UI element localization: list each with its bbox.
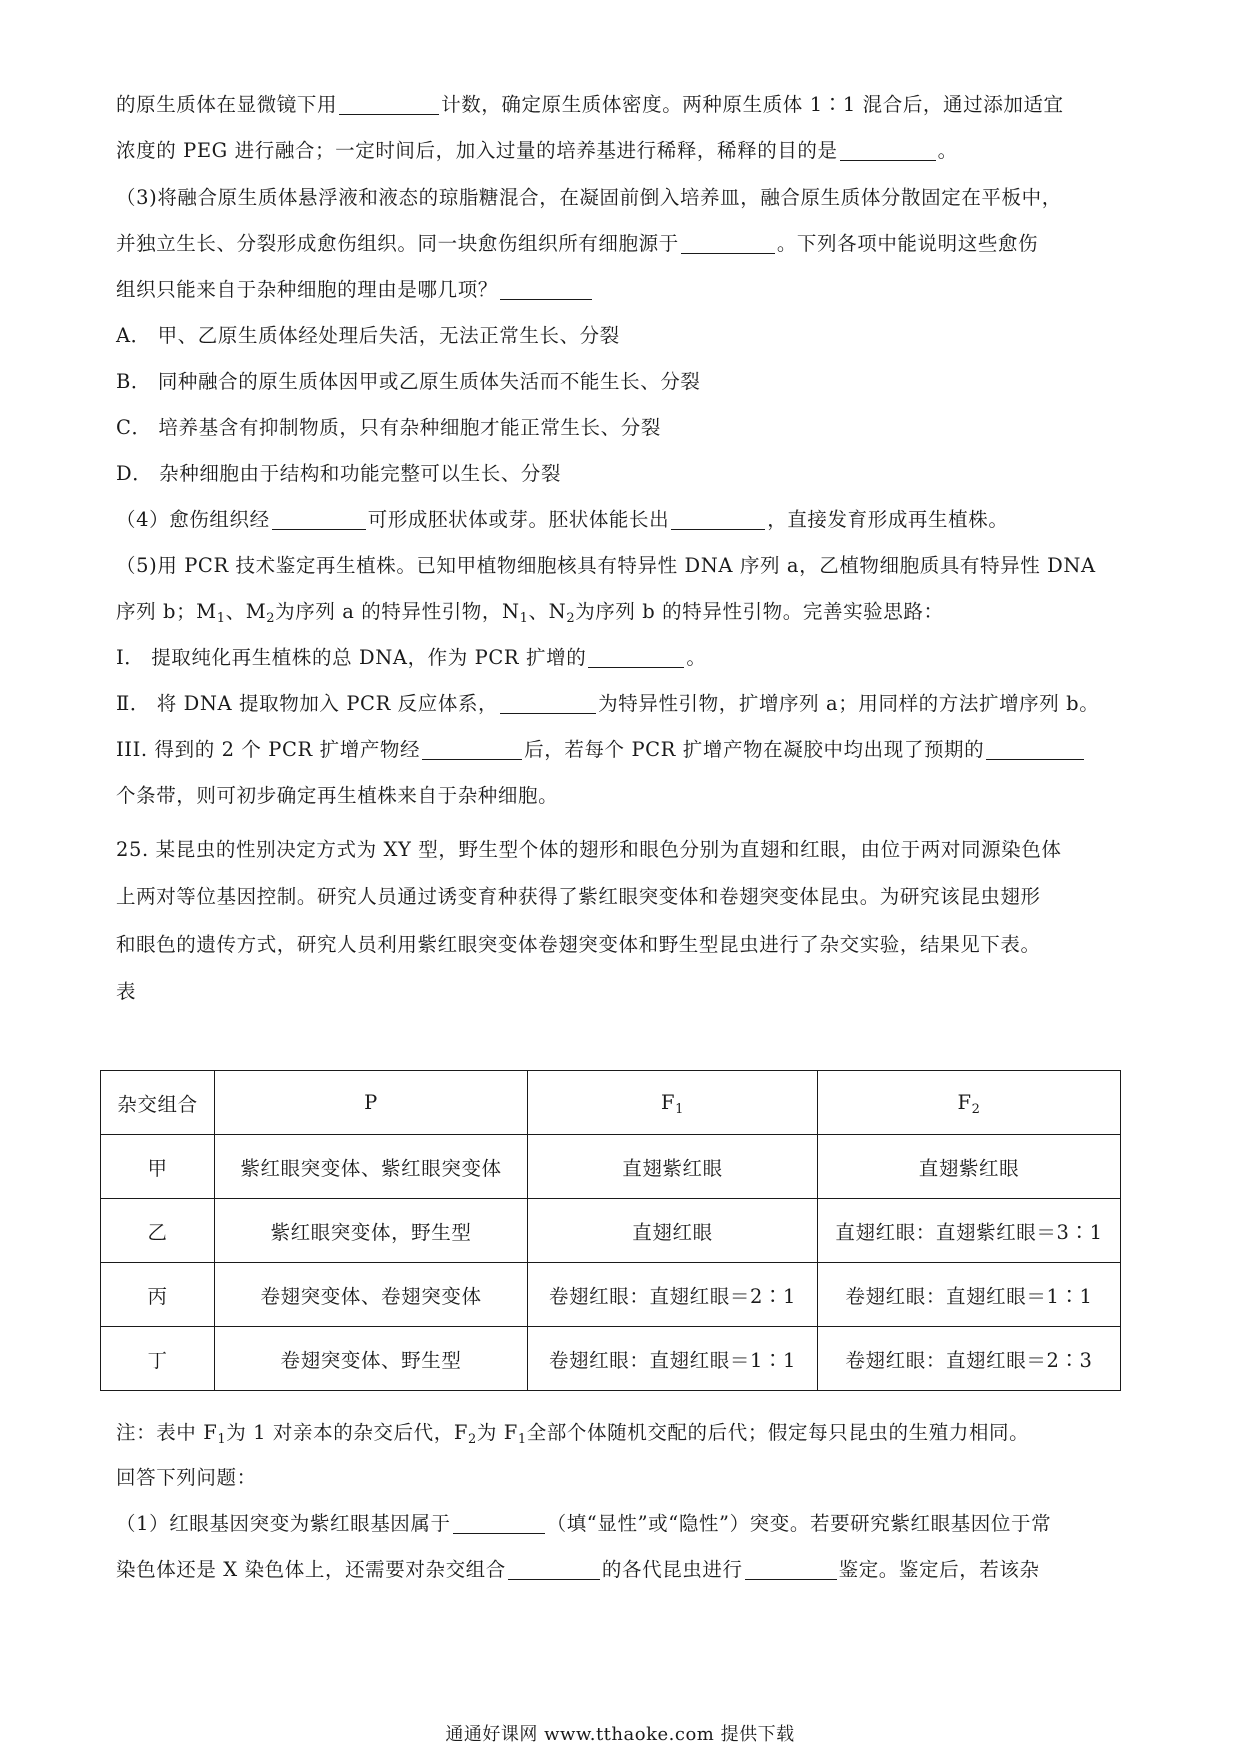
answer-blank <box>840 140 936 161</box>
header-f1-label: F <box>660 1091 676 1114</box>
text-line <box>116 643 1136 673</box>
header-f2 <box>818 1071 1121 1135</box>
subscript: 2 <box>566 611 576 626</box>
text-segment: 计数，确定原生质体密度。两种原生质体 1∶1 混合后，通过添加适宜 <box>441 93 1064 116</box>
answer-blank <box>588 647 684 668</box>
text-segment: 。下列各项中能说明这些愈伤 <box>776 232 1039 255</box>
option-b: B． 同种融合的原生质体因甲或乙原生质体失活而不能生长、分裂 <box>116 370 701 393</box>
cell-p: 卷翅突变体、卷翅突变体 <box>215 1263 528 1327</box>
text-line: 上两对等位基因控制。研究人员通过诱变育种获得了紫红眼突变体和卷翅突变体昆虫。为研究该昆虫翅形 <box>116 885 1041 908</box>
subscript: 1 <box>519 611 529 626</box>
table-row <box>101 1263 1121 1327</box>
answer-blank <box>422 739 522 760</box>
text-line: （3)将融合原生质体悬浮液和液态的琼脂糖混合，在凝固前倒入培养皿，融合原生质体分散固定在平板中， <box>116 186 1062 209</box>
text-segment: 组织只能来自于杂种细胞的理由是哪几项？ <box>116 278 498 301</box>
text-line: 个条带，则可初步确定再生植株来自于杂种细胞。 <box>116 784 559 807</box>
text-line <box>116 275 1136 305</box>
text-segment: 。 <box>686 646 707 669</box>
answer-blank <box>508 1559 600 1580</box>
text-line <box>116 1509 1136 1539</box>
header-f1 <box>528 1071 818 1135</box>
cell-f1: 卷翅红眼：直翅红眼＝2∶1 <box>528 1263 818 1327</box>
text-segment: 注：表中 F <box>116 1421 218 1444</box>
question-25-line: 25. 某昆虫的性别决定方式为 XY 型，野生型个体的翅形和眼色分别为直翅和红眼，由位于两对同源染色体 <box>116 838 1062 861</box>
text-line <box>116 1555 1136 1585</box>
answer-blank <box>681 233 775 254</box>
cross-results-table <box>100 1070 1121 1391</box>
text-segment: （1）红眼基因突变为紫红眼基因属于 <box>116 1512 451 1535</box>
text-segment: III. 得到的 2 个 PCR 扩增产物经 <box>116 738 421 761</box>
subscript: 2 <box>971 1102 981 1117</box>
text-segment: 、M <box>225 600 267 623</box>
text-segment: 全部个体随机交配的后代；假定每只昆虫的生殖力相同。 <box>526 1421 1030 1444</box>
text-segment: ，直接发育形成再生植株。 <box>767 508 1009 531</box>
subscript: 2 <box>467 1432 477 1447</box>
option-a: A． 甲、乙原生质体经处理后失活，无法正常生长、分裂 <box>116 324 620 347</box>
text-line <box>116 597 1136 627</box>
text-segment: 、N <box>528 600 567 623</box>
text-segment: Ⅱ． 将 DNA 提取物加入 PCR 反应体系， <box>116 692 499 715</box>
text-segment: （填“显性”或“隐性”）突变。若要研究紫红眼基因位于常 <box>546 1512 1052 1535</box>
answer-blank <box>500 693 596 714</box>
table-row <box>101 1135 1121 1199</box>
cell-f2: 卷翅红眼：直翅红眼＝1∶1 <box>818 1263 1121 1327</box>
option-c: C． 培养基含有抑制物质，只有杂种细胞才能正常生长、分裂 <box>116 416 661 439</box>
table-row <box>101 1327 1121 1391</box>
answer-blank <box>671 509 765 530</box>
text-segment: 为特异性引物，扩增序列 a；用同样的方法扩增序列 b。 <box>598 692 1100 715</box>
option-d: D． 杂种细胞由于结构和功能完整可以生长、分裂 <box>116 462 562 485</box>
answer-blank <box>272 509 366 530</box>
header-f2-label: F <box>957 1091 972 1114</box>
cell-p: 紫红眼突变体、紫红眼突变体 <box>215 1135 528 1199</box>
cell-f2: 直翅紫红眼 <box>818 1135 1121 1199</box>
answer-blank <box>500 279 592 300</box>
text-segment: 为序列 a 的特异性引物，N <box>275 600 520 623</box>
answer-blank <box>986 739 1084 760</box>
cell-p: 紫红眼突变体，野生型 <box>215 1199 528 1263</box>
cell-combo: 丁 <box>101 1327 215 1391</box>
text-line <box>116 689 1136 719</box>
text-line <box>116 505 1136 535</box>
subscript: 1 <box>216 611 226 626</box>
text-line <box>116 735 1136 765</box>
text-line: 和眼色的遗传方式，研究人员利用紫红眼突变体卷翅突变体和野生型昆虫进行了杂交实验，结果见下表。 <box>116 933 1041 956</box>
cell-f2: 卷翅红眼：直翅红眼＝2∶3 <box>818 1327 1121 1391</box>
text-segment: 为 1 对亲本的杂交后代，F <box>226 1421 468 1444</box>
text-segment: 。 <box>937 139 958 162</box>
table-row <box>101 1199 1121 1263</box>
text-segment: 后，若每个 PCR 扩增产物在凝胶中均出现了预期的 <box>524 738 985 761</box>
cell-f1: 直翅红眼 <box>528 1199 818 1263</box>
header-p: P <box>215 1071 528 1135</box>
answer-blank <box>745 1559 837 1580</box>
text-segment: 鉴定。鉴定后，若该杂 <box>838 1558 1040 1581</box>
subscript: 1 <box>517 1432 527 1447</box>
cell-f1: 直翅紫红眼 <box>528 1135 818 1199</box>
cell-combo: 甲 <box>101 1135 215 1199</box>
subscript: 2 <box>266 611 276 626</box>
text-segment: 并独立生长、分裂形成愈伤组织。同一块愈伤组织所有细胞源于 <box>116 232 679 255</box>
text-line <box>116 229 1136 259</box>
text-line: （5)用 PCR 技术鉴定再生植株。已知甲植物细胞核具有特异性 DNA 序列 a，乙植物细胞质具有特异性 DNA <box>116 554 1096 577</box>
cell-f1: 卷翅红眼：直翅红眼＝1∶1 <box>528 1327 818 1391</box>
table-note <box>116 1418 1136 1448</box>
text-segment: 为序列 b 的特异性引物。完善实验思路： <box>575 600 944 623</box>
text-segment: 的原生质体在显微镜下用 <box>116 93 338 116</box>
answer-blank <box>453 1513 545 1534</box>
text-segment: （4）愈伤组织经 <box>116 508 270 531</box>
answer-blank <box>339 94 439 115</box>
text-segment: Ⅰ． 提取纯化再生植株的总 DNA，作为 PCR 扩增的 <box>116 646 587 669</box>
text-line: 回答下列问题： <box>116 1466 257 1489</box>
text-line <box>116 90 1136 120</box>
table-label: 表 <box>116 980 137 1003</box>
cell-f2: 直翅红眼：直翅紫红眼＝3∶1 <box>818 1199 1121 1263</box>
text-segment: 的各代昆虫进行 <box>601 1558 743 1581</box>
text-segment: 染色体还是 X 染色体上，还需要对杂交组合 <box>116 1558 506 1581</box>
text-segment: 序列 b；M <box>116 600 217 623</box>
text-segment: 为 F <box>476 1421 518 1444</box>
text-line <box>116 136 1136 166</box>
text-segment: 可形成胚状体或芽。胚状体能长出 <box>367 508 670 531</box>
header-combo: 杂交组合 <box>101 1071 215 1135</box>
text-segment: 浓度的 PEG 进行融合；一定时间后，加入过量的培养基进行稀释，稀释的目的是 <box>116 139 838 162</box>
page-footer: 通通好课网 www.tthaoke.com 提供下载 <box>445 1724 795 1745</box>
cell-combo: 丙 <box>101 1263 215 1327</box>
subscript: 1 <box>675 1102 684 1117</box>
cell-p: 卷翅突变体、野生型 <box>215 1327 528 1391</box>
table-header-row <box>101 1071 1121 1135</box>
cell-combo: 乙 <box>101 1199 215 1263</box>
subscript: 1 <box>217 1432 227 1447</box>
